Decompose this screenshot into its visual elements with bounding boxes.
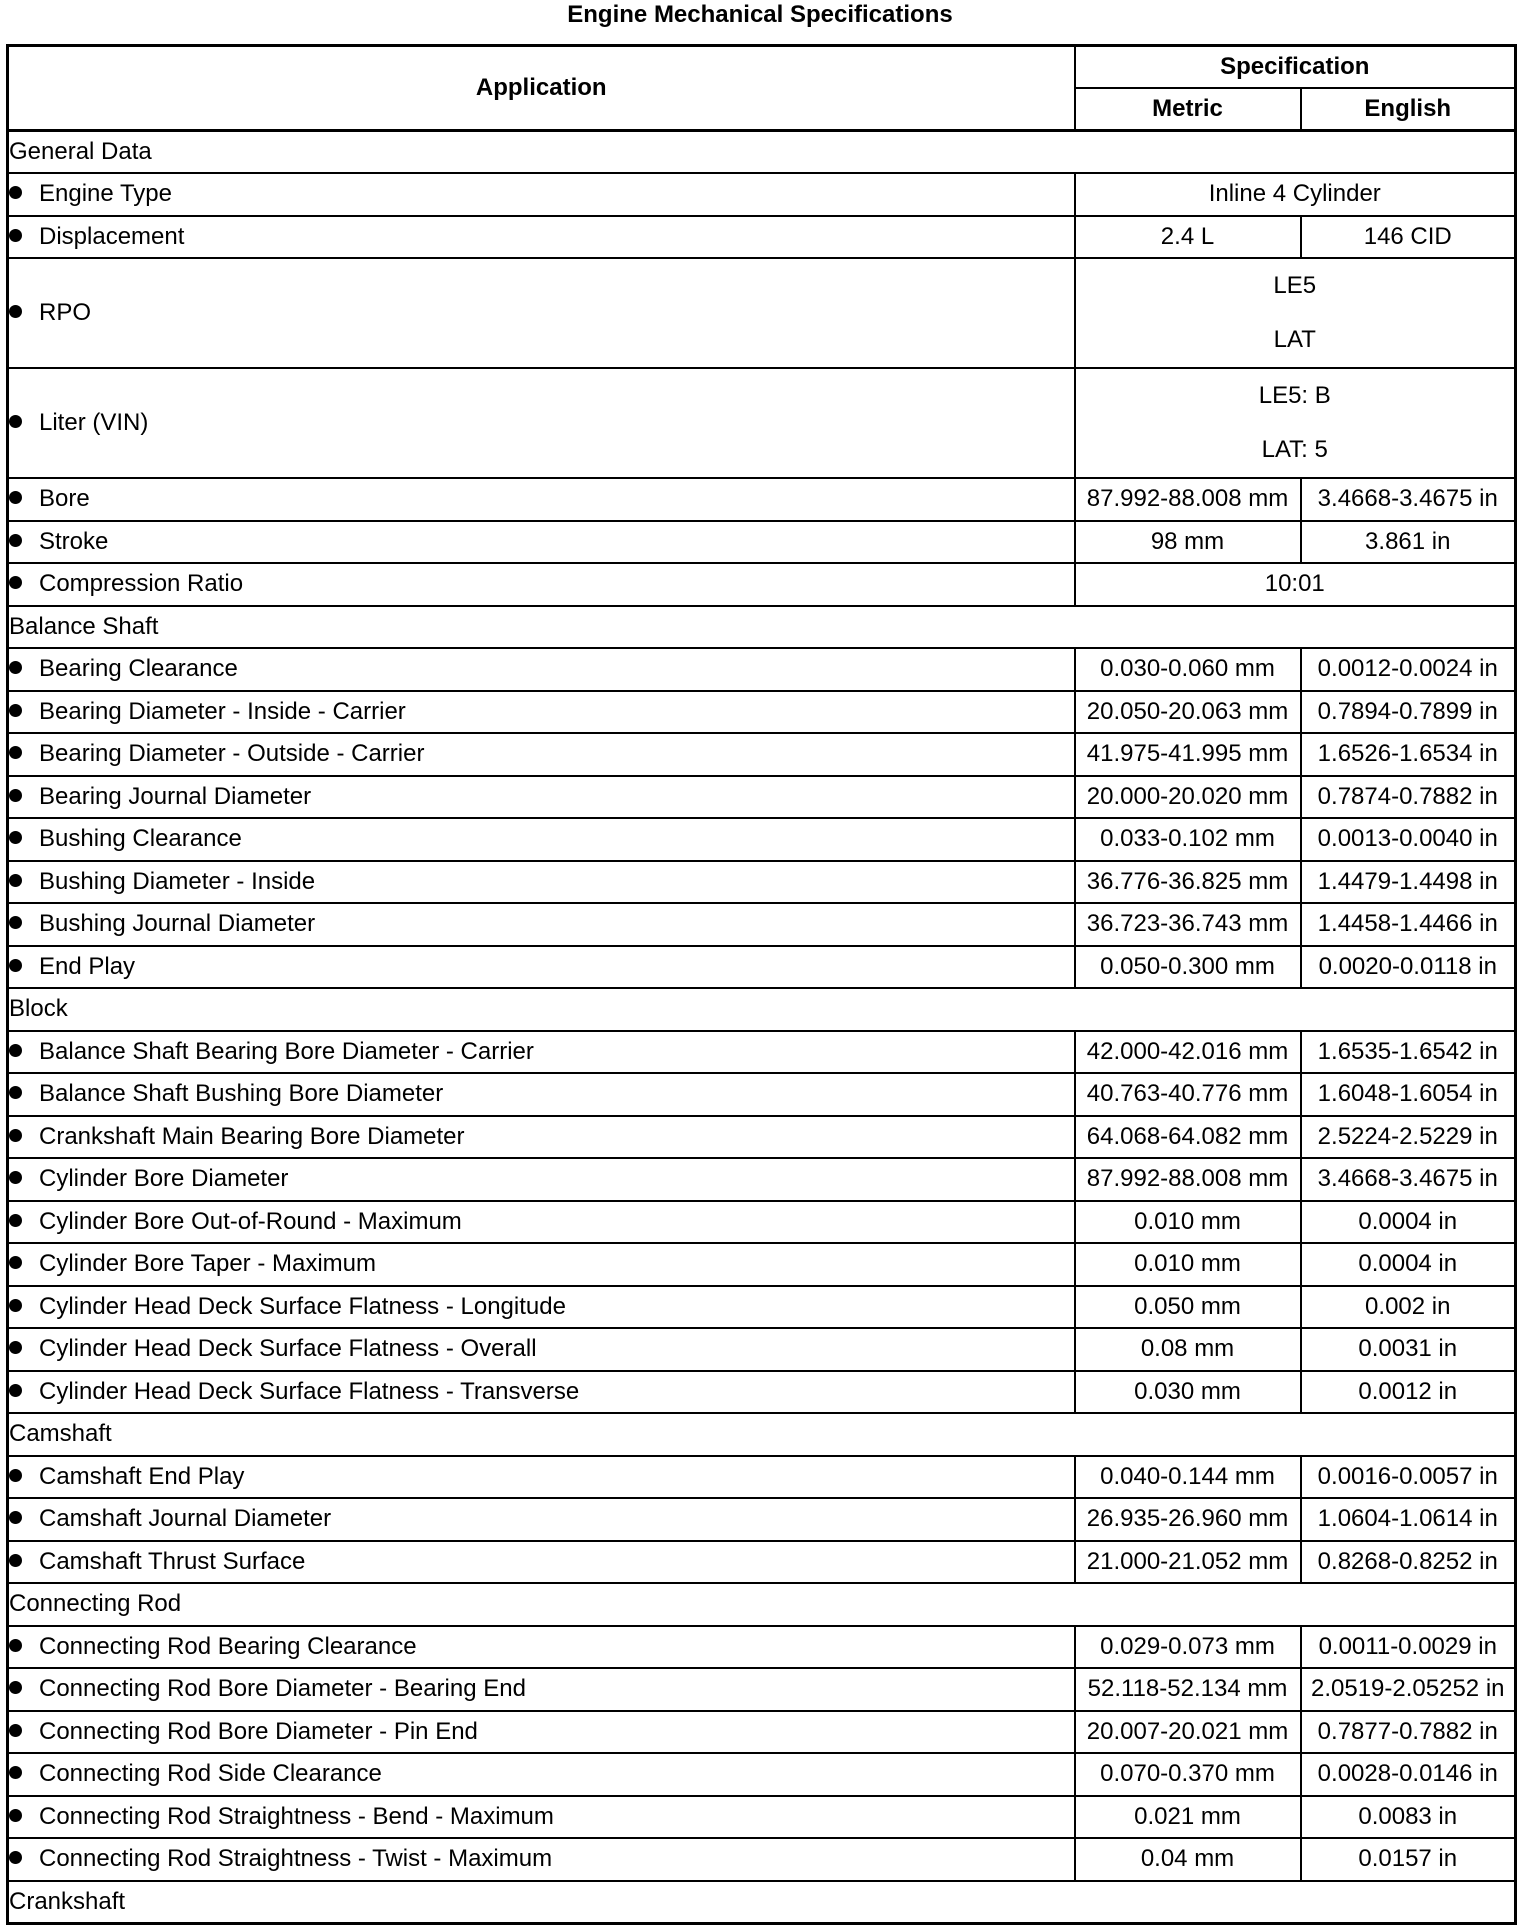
english-value: 1.6535-1.6542 in — [1301, 1031, 1516, 1074]
spec-row — [8, 1286, 1516, 1329]
metric-value: 21.000-21.052 mm — [1075, 1541, 1301, 1584]
english-value: 0.0016-0.0057 in — [1301, 1456, 1516, 1499]
application-label: Camshaft Journal Diameter — [39, 1505, 332, 1533]
spec-row — [8, 1498, 1516, 1541]
bullet-icon — [9, 831, 22, 844]
bullet-icon — [9, 534, 22, 547]
section-heading: General Data — [8, 131, 1516, 174]
application-cell — [8, 1116, 1075, 1159]
english-value: 2.0519-2.05252 in — [1301, 1668, 1516, 1711]
english-value: 0.0012-0.0024 in — [1301, 648, 1516, 691]
header-metric: Metric — [1075, 88, 1301, 131]
application-label: Cylinder Bore Taper - Maximum — [39, 1250, 376, 1278]
english-value: 0.0083 in — [1301, 1796, 1516, 1839]
metric-value: 36.723-36.743 mm — [1075, 903, 1301, 946]
bullet-icon — [9, 1044, 22, 1057]
application-cell — [8, 1711, 1075, 1754]
english-value: 3.4668-3.4675 in — [1301, 1158, 1516, 1201]
application-label: RPO — [39, 299, 92, 326]
bullet-icon — [9, 1809, 22, 1822]
bullet-icon — [9, 576, 22, 589]
metric-value: 0.040-0.144 mm — [1075, 1456, 1301, 1499]
application-cell — [8, 648, 1075, 691]
metric-value: 87.992-88.008 mm — [1075, 1158, 1301, 1201]
spec-row — [8, 861, 1516, 904]
metric-value: 36.776-36.825 mm — [1075, 861, 1301, 904]
bullet-icon — [9, 1384, 22, 1397]
metric-value: 64.068-64.082 mm — [1075, 1116, 1301, 1159]
section-row — [8, 1583, 1516, 1626]
metric-value: 52.118-52.134 mm — [1075, 1668, 1301, 1711]
metric-value: 0.050-0.300 mm — [1075, 946, 1301, 989]
header-english: English — [1301, 88, 1516, 131]
spec-row — [8, 1456, 1516, 1499]
section-row — [8, 606, 1516, 649]
specification-value-line: LE5: B — [1258, 382, 1331, 409]
application-cell — [8, 1158, 1075, 1201]
english-value: 1.0604-1.0614 in — [1301, 1498, 1516, 1541]
application-label: Cylinder Bore Diameter — [39, 1165, 289, 1193]
bullet-icon — [9, 916, 22, 929]
spec-row — [8, 173, 1516, 216]
application-cell — [8, 1456, 1075, 1499]
english-value: 2.5224-2.5229 in — [1301, 1116, 1516, 1159]
spec-row — [8, 1541, 1516, 1584]
spec-row — [8, 1371, 1516, 1414]
english-value: 0.7894-0.7899 in — [1301, 691, 1516, 734]
metric-value: 0.04 mm — [1075, 1838, 1301, 1881]
bullet-icon — [9, 1341, 22, 1354]
spec-row — [8, 1201, 1516, 1244]
spec-row — [8, 258, 1516, 368]
application-cell — [8, 776, 1075, 819]
spec-row — [8, 216, 1516, 259]
application-label: Bushing Diameter - Inside — [39, 867, 316, 895]
metric-value: 0.030-0.060 mm — [1075, 648, 1301, 691]
section-row — [8, 988, 1516, 1031]
application-cell — [8, 216, 1075, 259]
application-label: Connecting Rod Straightness - Bend - Maximum — [39, 1802, 554, 1830]
metric-value: 0.033-0.102 mm — [1075, 818, 1301, 861]
english-value: 0.002 in — [1301, 1286, 1516, 1329]
bullet-icon — [9, 704, 22, 717]
english-value: 3.4668-3.4675 in — [1301, 478, 1516, 521]
application-label: Stroke — [39, 527, 109, 555]
application-label: Connecting Rod Straightness - Twist - Maximum — [39, 1845, 553, 1873]
english-value: 0.8268-0.8252 in — [1301, 1541, 1516, 1584]
section-heading: Crankshaft — [8, 1881, 1516, 1924]
application-cell — [8, 521, 1075, 564]
application-cell — [8, 691, 1075, 734]
section-heading: Connecting Rod — [8, 1583, 1516, 1626]
english-value: 146 CID — [1301, 216, 1516, 259]
english-value: 0.0028-0.0146 in — [1301, 1753, 1516, 1796]
bullet-icon — [9, 415, 22, 428]
application-cell — [8, 1668, 1075, 1711]
application-label: Displacement — [39, 222, 185, 250]
application-cell — [8, 1371, 1075, 1414]
application-cell — [8, 563, 1075, 606]
metric-value: 0.050 mm — [1075, 1286, 1301, 1329]
english-value: 1.4458-1.4466 in — [1301, 903, 1516, 946]
application-cell — [8, 1073, 1075, 1116]
metric-value: 0.08 mm — [1075, 1328, 1301, 1371]
metric-value: 0.029-0.073 mm — [1075, 1626, 1301, 1669]
header-specification: Specification — [1075, 46, 1516, 89]
bullet-icon — [9, 1469, 22, 1482]
bullet-icon — [9, 789, 22, 802]
application-cell — [8, 1031, 1075, 1074]
metric-value: 42.000-42.016 mm — [1075, 1031, 1301, 1074]
english-value: 0.0004 in — [1301, 1243, 1516, 1286]
specification-value-line: LAT — [1273, 326, 1316, 353]
application-label: Bearing Journal Diameter — [39, 782, 312, 810]
bullet-icon — [9, 1129, 22, 1142]
spec-row — [8, 1753, 1516, 1796]
section-heading: Balance Shaft — [8, 606, 1516, 649]
spec-row — [8, 1031, 1516, 1074]
application-label: Connecting Rod Bore Diameter - Pin End — [39, 1717, 478, 1745]
application-cell — [8, 861, 1075, 904]
application-cell — [8, 946, 1075, 989]
spec-row — [8, 1116, 1516, 1159]
english-value: 1.4479-1.4498 in — [1301, 861, 1516, 904]
application-cell — [8, 368, 1075, 478]
metric-value: 87.992-88.008 mm — [1075, 478, 1301, 521]
application-label: Cylinder Head Deck Surface Flatness - Longitude — [39, 1292, 566, 1320]
bullet-icon — [9, 1086, 22, 1099]
section-heading: Camshaft — [8, 1413, 1516, 1456]
spec-row — [8, 1711, 1516, 1754]
application-cell — [8, 1753, 1075, 1796]
metric-value: 98 mm — [1075, 521, 1301, 564]
metric-value: 0.030 mm — [1075, 1371, 1301, 1414]
english-value: 0.0004 in — [1301, 1201, 1516, 1244]
bullet-icon — [9, 746, 22, 759]
metric-value: 20.000-20.020 mm — [1075, 776, 1301, 819]
application-label: Compression Ratio — [39, 570, 244, 598]
application-label: Balance Shaft Bushing Bore Diameter — [39, 1080, 444, 1108]
spec-row — [8, 1796, 1516, 1839]
metric-value: 0.010 mm — [1075, 1243, 1301, 1286]
english-value: 0.0157 in — [1301, 1838, 1516, 1881]
application-cell — [8, 818, 1075, 861]
spec-row — [8, 1158, 1516, 1201]
english-value: 1.6526-1.6534 in — [1301, 733, 1516, 776]
metric-value: 20.050-20.063 mm — [1075, 691, 1301, 734]
metric-value: 20.007-20.021 mm — [1075, 1711, 1301, 1754]
application-cell — [8, 1243, 1075, 1286]
bullet-icon — [9, 1851, 22, 1864]
bullet-icon — [9, 874, 22, 887]
spec-row — [8, 1073, 1516, 1116]
specification-value — [1075, 258, 1516, 368]
spec-row — [8, 733, 1516, 776]
bullet-icon — [9, 1214, 22, 1227]
spec-row — [8, 1243, 1516, 1286]
metric-value: 0.010 mm — [1075, 1201, 1301, 1244]
application-label: Camshaft Thrust Surface — [39, 1547, 306, 1575]
bullet-icon — [9, 305, 22, 318]
spec-row — [8, 818, 1516, 861]
bullet-icon — [9, 959, 22, 972]
bullet-icon — [9, 1511, 22, 1524]
application-label: Camshaft End Play — [39, 1462, 245, 1490]
metric-value: 0.070-0.370 mm — [1075, 1753, 1301, 1796]
application-cell — [8, 1498, 1075, 1541]
english-value: 1.6048-1.6054 in — [1301, 1073, 1516, 1116]
spec-row — [8, 478, 1516, 521]
metric-value: 2.4 L — [1075, 216, 1301, 259]
application-label: Bushing Journal Diameter — [39, 910, 316, 938]
specification-value-line: LAT: 5 — [1261, 436, 1328, 463]
application-label: Liter (VIN) — [39, 409, 149, 436]
application-label: Crankshaft Main Bearing Bore Diameter — [39, 1122, 465, 1150]
bullet-icon — [9, 1724, 22, 1737]
english-value: 0.0012 in — [1301, 1371, 1516, 1414]
metric-value: 26.935-26.960 mm — [1075, 1498, 1301, 1541]
specification-value-line: Inline 4 Cylinder — [1208, 180, 1381, 208]
bullet-icon — [9, 1554, 22, 1567]
application-cell — [8, 258, 1075, 368]
application-label: Bushing Clearance — [39, 825, 242, 853]
application-label: Connecting Rod Bearing Clearance — [39, 1632, 417, 1660]
application-label: Bearing Diameter - Outside - Carrier — [39, 740, 425, 768]
english-value: 3.861 in — [1301, 521, 1516, 564]
bullet-icon — [9, 1681, 22, 1694]
application-label: Engine Type — [39, 180, 172, 208]
bullet-icon — [9, 1766, 22, 1779]
application-cell — [8, 173, 1075, 216]
spec-table-body — [8, 131, 1516, 1924]
bullet-icon — [9, 1171, 22, 1184]
specification-value-line: 10:01 — [1264, 570, 1325, 598]
spec-row — [8, 776, 1516, 819]
bullet-icon — [9, 229, 22, 242]
specification-value — [1075, 173, 1516, 216]
application-label: Bore — [39, 485, 90, 513]
application-cell — [8, 1286, 1075, 1329]
english-value: 0.7877-0.7882 in — [1301, 1711, 1516, 1754]
section-row — [8, 131, 1516, 174]
bullet-icon — [9, 661, 22, 674]
spec-table — [6, 44, 1517, 1925]
bullet-icon — [9, 1639, 22, 1652]
application-cell — [8, 1796, 1075, 1839]
header-application: Application — [8, 46, 1075, 131]
application-cell — [8, 903, 1075, 946]
section-row — [8, 1881, 1516, 1924]
spec-row — [8, 648, 1516, 691]
spec-row — [8, 903, 1516, 946]
bullet-icon — [9, 491, 22, 504]
specification-value-line: LE5 — [1273, 272, 1317, 299]
bullet-icon — [9, 1299, 22, 1312]
english-value: 0.0031 in — [1301, 1328, 1516, 1371]
bullet-icon — [9, 186, 22, 199]
application-label: Connecting Rod Bore Diameter - Bearing End — [39, 1675, 526, 1703]
spec-row — [8, 368, 1516, 478]
application-label: Cylinder Head Deck Surface Flatness - Overall — [39, 1335, 537, 1363]
specification-value — [1075, 563, 1516, 606]
application-label: Cylinder Head Deck Surface Flatness - Transverse — [39, 1377, 580, 1405]
bullet-icon — [9, 1256, 22, 1269]
spec-row — [8, 1626, 1516, 1669]
application-label: Bearing Diameter - Inside - Carrier — [39, 697, 406, 725]
application-cell — [8, 1541, 1075, 1584]
section-heading: Block — [8, 988, 1516, 1031]
english-value: 0.7874-0.7882 in — [1301, 776, 1516, 819]
metric-value: 40.763-40.776 mm — [1075, 1073, 1301, 1116]
spec-row — [8, 946, 1516, 989]
application-cell — [8, 1838, 1075, 1881]
application-cell — [8, 1328, 1075, 1371]
application-label: End Play — [39, 952, 136, 980]
spec-row — [8, 1838, 1516, 1881]
application-label: Bearing Clearance — [39, 655, 238, 683]
application-cell — [8, 1626, 1075, 1669]
specification-value — [1075, 368, 1516, 478]
application-label: Connecting Rod Side Clearance — [39, 1760, 382, 1788]
metric-value: 0.021 mm — [1075, 1796, 1301, 1839]
english-value: 0.0020-0.0118 in — [1301, 946, 1516, 989]
metric-value: 41.975-41.995 mm — [1075, 733, 1301, 776]
application-label: Balance Shaft Bearing Bore Diameter - Carrier — [39, 1037, 534, 1065]
spec-row — [8, 691, 1516, 734]
document-title: Engine Mechanical Specifications — [567, 1, 953, 28]
english-value: 0.0011-0.0029 in — [1301, 1626, 1516, 1669]
spec-row — [8, 521, 1516, 564]
spec-row — [8, 563, 1516, 606]
section-row — [8, 1413, 1516, 1456]
application-cell — [8, 1201, 1075, 1244]
spec-row — [8, 1328, 1516, 1371]
english-value: 0.0013-0.0040 in — [1301, 818, 1516, 861]
application-cell — [8, 478, 1075, 521]
spec-row — [8, 1668, 1516, 1711]
application-cell — [8, 733, 1075, 776]
application-label: Cylinder Bore Out-of-Round - Maximum — [39, 1207, 462, 1235]
